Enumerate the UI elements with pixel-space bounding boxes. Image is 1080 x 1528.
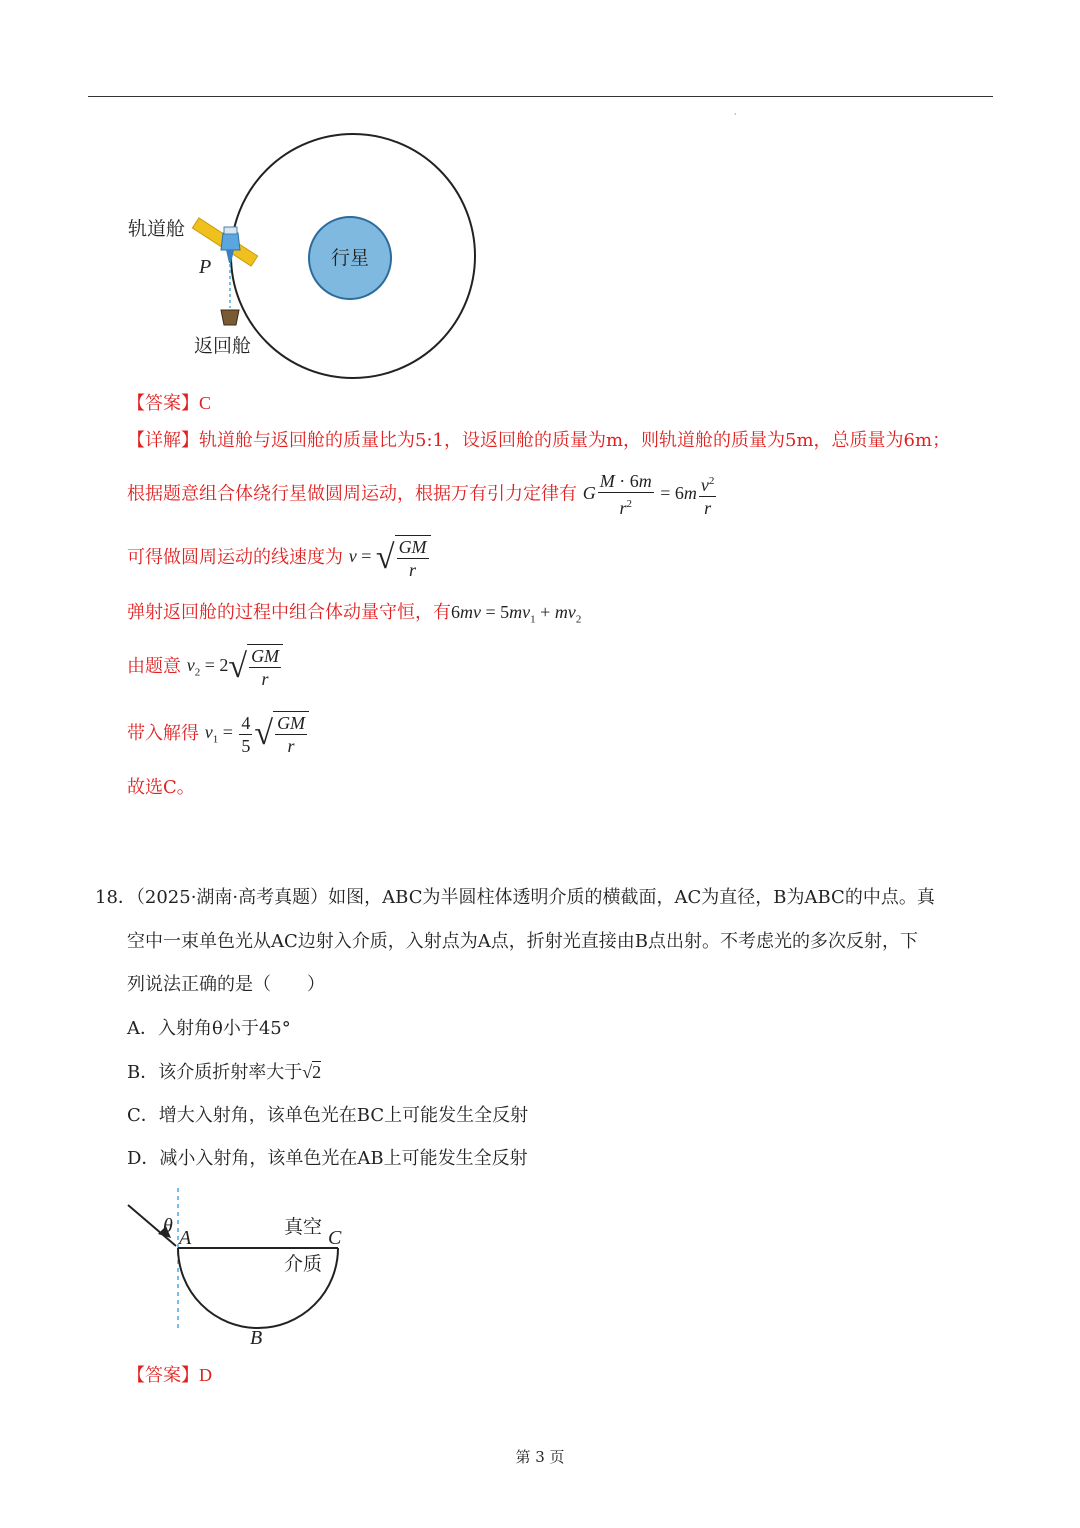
header-rule <box>88 96 993 97</box>
orbit-figure <box>110 118 490 388</box>
option-d: D．减小入射角，该单色光在AB上可能发生全反射 <box>127 1148 528 1169</box>
option-a: A．入射角θ小于45° <box>127 1018 291 1039</box>
v1-formula: $v_1$ = $\frac{4}{5}$ √ $\frac{GM}{r}$ <box>205 722 309 742</box>
answer-bracket: 【答案】 <box>127 393 199 414</box>
point-b-label: B <box>250 1327 263 1349</box>
detail-bracket: 【详解】 <box>127 430 199 451</box>
detail-line-2 <box>127 470 718 519</box>
page-number: 第 3 页 <box>515 1448 565 1466</box>
point-a-label: A <box>179 1227 192 1249</box>
return-capsule-shape <box>221 310 239 325</box>
detail-text-5: 由题意 <box>127 656 181 677</box>
theta-label: θ <box>163 1215 173 1237</box>
orbit-module-body <box>221 233 240 250</box>
answer-2 <box>127 1363 212 1388</box>
option-b <box>127 1060 321 1085</box>
detail-line-3 <box>127 535 431 581</box>
orbit-module-label: 轨道舱 <box>128 218 186 240</box>
point-c-label: C <box>328 1227 342 1249</box>
question-18-line-3: 列说法正确的是（ ） <box>127 974 325 995</box>
semicircle-figure <box>120 1188 370 1353</box>
momentum-formula: $6mv = 5mv_1 + mv_2$ <box>451 602 582 626</box>
question-18-line-2: 空中一束单色光从AC边射入介质，入射点为A点，折射光直接由B点出射。不考虑光的多次反射，下 <box>127 931 918 952</box>
orbit-module-nozzle <box>226 250 234 263</box>
option-b-text: B．该介质折射率大于 <box>127 1062 303 1083</box>
return-capsule-label: 返回舱 <box>194 335 252 357</box>
header-dot: · <box>734 110 737 119</box>
detail-line-4 <box>127 600 581 632</box>
detail-text-3: 可得做圆周运动的线速度为 <box>127 547 343 568</box>
detail-text-6: 带入解得 <box>127 723 199 744</box>
option-c: C．增大入射角，该单色光在BC上可能发生全反射 <box>127 1105 529 1126</box>
detail-line-5 <box>127 644 283 690</box>
question-18-line-1: 18．（2025·湖南·高考真题）如图，ABC为半圆柱体透明介质的横截面，AC为直径，B为ABC的中点。真 <box>95 887 935 908</box>
detail-text-4: 弹射返回舱的过程中组合体动量守恒，有 <box>127 602 451 623</box>
detail-text-1: 轨道舱与返回舱的质量比为5:1，设返回舱的质量为m，则轨道舱的质量为5m，总质量为6m； <box>199 430 951 451</box>
gravitation-formula: G $\frac{M \cdot 6m}{r^2}$ = 6m $\frac{v^2}{r}$ <box>582 471 715 518</box>
answer-2-value: D <box>199 1365 212 1385</box>
detail-line-6 <box>127 711 309 757</box>
detail-text-2: 根据题意组合体绕行星做圆周运动，根据万有引力定律有 <box>127 483 577 505</box>
detail-line-1 <box>127 429 950 453</box>
vacuum-label: 真空 <box>284 1216 323 1238</box>
v2-formula: $v_2 = 2√$ $\frac{GM}{r}$ <box>187 655 283 675</box>
velocity-formula: v = √ $\frac{GM}{r}$ <box>349 546 431 566</box>
medium-label: 介质 <box>284 1253 323 1275</box>
answer-2-bracket: 【答案】 <box>127 1365 199 1386</box>
sqrt-two: √2 <box>302 1062 322 1082</box>
point-p-label: P <box>199 256 212 278</box>
detail-line-7: 故选C。 <box>127 777 195 798</box>
orbit-module-top <box>224 227 237 234</box>
answer-value: C <box>199 393 212 413</box>
answer-1 <box>127 391 211 416</box>
planet-label: 行星 <box>330 247 370 269</box>
